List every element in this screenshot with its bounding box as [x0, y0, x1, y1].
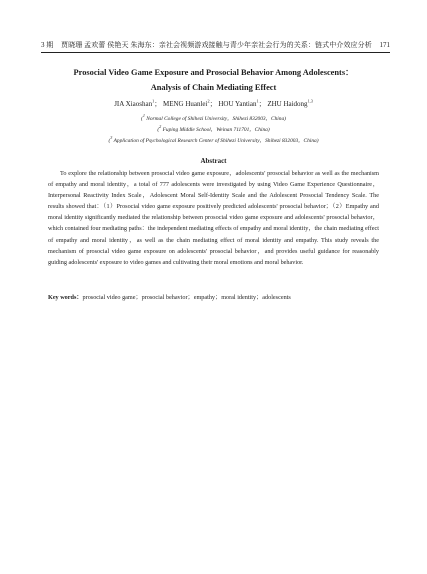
keywords — [48, 293, 379, 303]
paper-title — [40, 65, 387, 95]
affiliation-mark: 3 — [110, 135, 113, 141]
keywords-text: prosocial video game；prosocial behavior；empathy；moral identity；adolescents — [82, 294, 291, 301]
affiliation-text: Fuping Middle School，Weinan 711701，China — [162, 127, 268, 133]
affiliation: ($^2$ Fuping Middle School，Weinan 711701，China) — [157, 124, 270, 133]
title-line-1: Prosocial Video Game Exposure and Prosocial Behavior Among Adolescents： — [73, 68, 354, 77]
title-line-2: Analysis of Chain Mediating Effect — [150, 83, 277, 92]
author — [267, 100, 312, 108]
author-name: ZHU Haidong — [267, 100, 308, 108]
abstract-heading: Abstract — [200, 157, 227, 165]
affiliation: ($^1$ Normal College of Shihezi University，Shihezi 832003，China) — [141, 113, 286, 122]
keywords-label: Key words： — [48, 294, 83, 301]
author-name: JIA Xiaoshan — [114, 100, 153, 108]
affiliation-mark: 2 — [159, 124, 162, 130]
author-affiliation-mark: 1 — [256, 98, 259, 104]
author-list — [40, 100, 387, 109]
author-name: HOU Yantian — [218, 100, 257, 108]
author-name: MENG Huanlei — [162, 100, 208, 108]
author-separator: ； — [258, 100, 266, 108]
running-header — [41, 38, 390, 53]
issue-number: 3 期 — [41, 41, 54, 49]
author-affiliation-mark: 2 — [207, 98, 210, 104]
affiliation: ($^3$ Application of Psychological Research Center of Shihezi University，Shihezi 832003，China) — [108, 135, 319, 144]
author — [163, 100, 217, 108]
affiliation-text: Application of Psychological Research Center of Shihezi University，Shihezi 832003，China — [113, 138, 317, 144]
author-separator: ； — [154, 100, 162, 108]
affiliation-mark: 1 — [142, 113, 145, 119]
running-title: 贾晓珊 孟欢蕾 侯艳天 朱海东：亲社会视频游戏接触与青少年亲社会行为的关系：链式中介效应分析 — [61, 41, 372, 49]
author — [114, 100, 161, 108]
author — [218, 100, 265, 108]
author-separator: ； — [209, 100, 217, 108]
affiliation-text: Normal College of Shihezi University，Shihezi 832003，China — [146, 116, 285, 122]
abstract-body: To explore the relationship between prosocial video game exposure，adolescents' prosocial behavior as well as the mechanism of empathy and moral identity，a total of 777 adolescents were investigated by using Video Game Experience Questionnaire，Interpersonal Reactivity Index Scale，Adolescent Moral Self-Identity Scale and the Adolescent Prosocial Tendency Scale. The results showed that：（1）Prosocial video game exposure positively predicted adolescents' prosocial behavior；（2）Empathy and moral identity significantly mediated the relationship between prosocial video game exposure and adolescents' prosocial behavior，which contained four mediating paths：the independent mediating effects of empathy and moral identity，the chain mediating effect of empathy and moral identity，as well as the chain mediating effect of moral identity and empathy. This study reveals the mechanism of prosocial video game exposure on adolescents' prosocial behavior，and provides useful guidance for reasonably guiding adolescents' exposure to video games and cultivating their moral emotions and moral behavior. — [48, 170, 379, 266]
author-affiliation-mark: 1,3 — [307, 98, 313, 104]
page-number: 171 — [379, 41, 390, 49]
affiliation-list — [40, 114, 387, 147]
author-affiliation-mark: 1 — [152, 98, 155, 104]
